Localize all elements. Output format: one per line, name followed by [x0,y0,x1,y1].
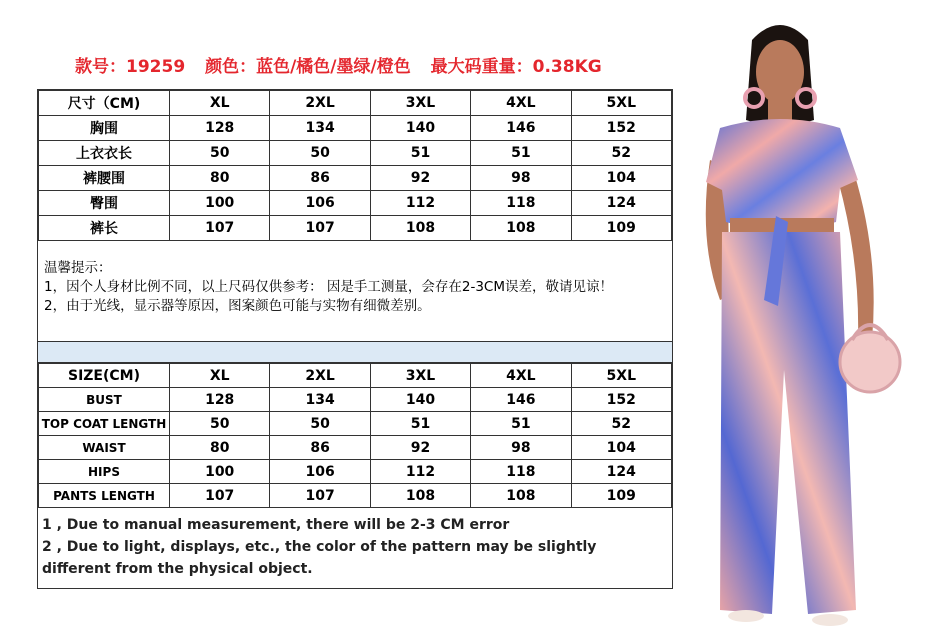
table-cell: 108 [370,484,470,508]
row-label: HIPS [39,460,170,484]
table-cell: 86 [270,166,370,191]
table-cell: 98 [471,436,571,460]
table-cell: 140 [370,388,470,412]
table-row [39,412,672,436]
notes-section [38,508,672,580]
table-cell: 124 [571,191,671,216]
table-cell: 104 [571,166,671,191]
row-label: 裤长 [39,216,170,241]
table-cell: 107 [170,484,270,508]
table-cell: 51 [471,412,571,436]
table-cell: 152 [571,116,671,141]
table-row [39,191,672,216]
table-row [39,388,672,412]
table-cell: 146 [471,116,571,141]
column-header: 3XL [370,91,470,116]
table-cell: 124 [571,460,671,484]
row-label: BUST [39,388,170,412]
table-cell: 108 [370,216,470,241]
row-label: 上衣衣长 [39,141,170,166]
column-header: 5XL [571,91,671,116]
table-cell: 128 [170,116,270,141]
table-cell: 140 [370,116,470,141]
row-label: PANTS LENGTH [39,484,170,508]
table-cell: 92 [370,436,470,460]
table-cell: 112 [370,191,470,216]
round-bag [840,332,900,392]
pants [720,232,856,614]
table-row [39,436,672,460]
style-number: 款号：19259 [75,57,186,77]
table-header-row [39,91,672,116]
row-label: TOP COAT LENGTH [39,412,170,436]
table-cell: 50 [270,412,370,436]
table-cell: 106 [270,460,370,484]
table-cell: 52 [571,141,671,166]
tips-section [38,241,672,342]
table-cell: 52 [571,412,671,436]
table-cell: 92 [370,166,470,191]
column-header: SIZE(CM) [39,364,170,388]
table-row [39,166,672,191]
row-label: WAIST [39,436,170,460]
table-row [39,216,672,241]
table-cell: 109 [571,216,671,241]
table-cell: 51 [471,141,571,166]
table-cell: 109 [571,484,671,508]
column-header: 2XL [270,364,370,388]
table-cell: 112 [370,460,470,484]
foot-right [812,614,848,626]
table-cell: 118 [471,191,571,216]
table-cell: 106 [270,191,370,216]
table-cell: 86 [270,436,370,460]
tips-title: 温馨提示： [44,260,112,276]
table-cell: 107 [270,484,370,508]
table-row [39,141,672,166]
table-cell: 128 [170,388,270,412]
table-cell: 108 [471,216,571,241]
crop-top [706,119,858,230]
neck [768,100,792,122]
table-cell: 134 [270,388,370,412]
row-label: 裤腰围 [39,166,170,191]
note-line: 1 , Due to manual measurement, there will be 2-3 CM error [42,517,510,533]
column-header: 尺寸（CM) [39,91,170,116]
column-header: 5XL [571,364,671,388]
table-cell: 50 [170,412,270,436]
table-cell: 80 [170,436,270,460]
column-header: 4XL [471,364,571,388]
product-header [75,52,675,77]
max-weight: 最大码重量：0.38KG [430,57,602,77]
table-cell: 152 [571,388,671,412]
size-table-chinese [38,90,672,241]
column-header: 2XL [270,91,370,116]
table-cell: 51 [370,412,470,436]
table-cell: 50 [270,141,370,166]
table-cell: 107 [170,216,270,241]
table-cell: 51 [370,141,470,166]
foot-left [728,610,764,622]
size-table-english [38,363,672,508]
column-header: XL [170,91,270,116]
note-line: 2 , Due to light, displays, etc., the color of the pattern may be slightly different from the physical object. [42,539,597,577]
row-label: 胸围 [39,116,170,141]
table-row [39,116,672,141]
row-label: 臀围 [39,191,170,216]
divider-band [38,342,672,363]
tips-line: 2，由于光线，显示器等原因，图案颜色可能与实物有细微差别。 [44,298,431,314]
table-header-row [39,364,672,388]
color-options: 颜色：蓝色/橘色/墨绿/橙色 [205,57,411,77]
table-cell: 108 [471,484,571,508]
table-cell: 118 [471,460,571,484]
table-cell: 80 [170,166,270,191]
tips-line: 1，因个人身材比例不同，以上尺码仅供参考： 因是手工测量，会存在2-3CM误差，敬请见谅！ [44,279,614,295]
size-chart [37,89,673,589]
column-header: XL [170,364,270,388]
table-cell: 50 [170,141,270,166]
table-row [39,484,672,508]
column-header: 3XL [370,364,470,388]
table-cell: 100 [170,191,270,216]
column-header: 4XL [471,91,571,116]
table-cell: 104 [571,436,671,460]
table-cell: 146 [471,388,571,412]
table-cell: 98 [471,166,571,191]
table-cell: 100 [170,460,270,484]
table-cell: 107 [270,216,370,241]
table-row [39,460,672,484]
table-cell: 134 [270,116,370,141]
model-photo [680,10,929,637]
